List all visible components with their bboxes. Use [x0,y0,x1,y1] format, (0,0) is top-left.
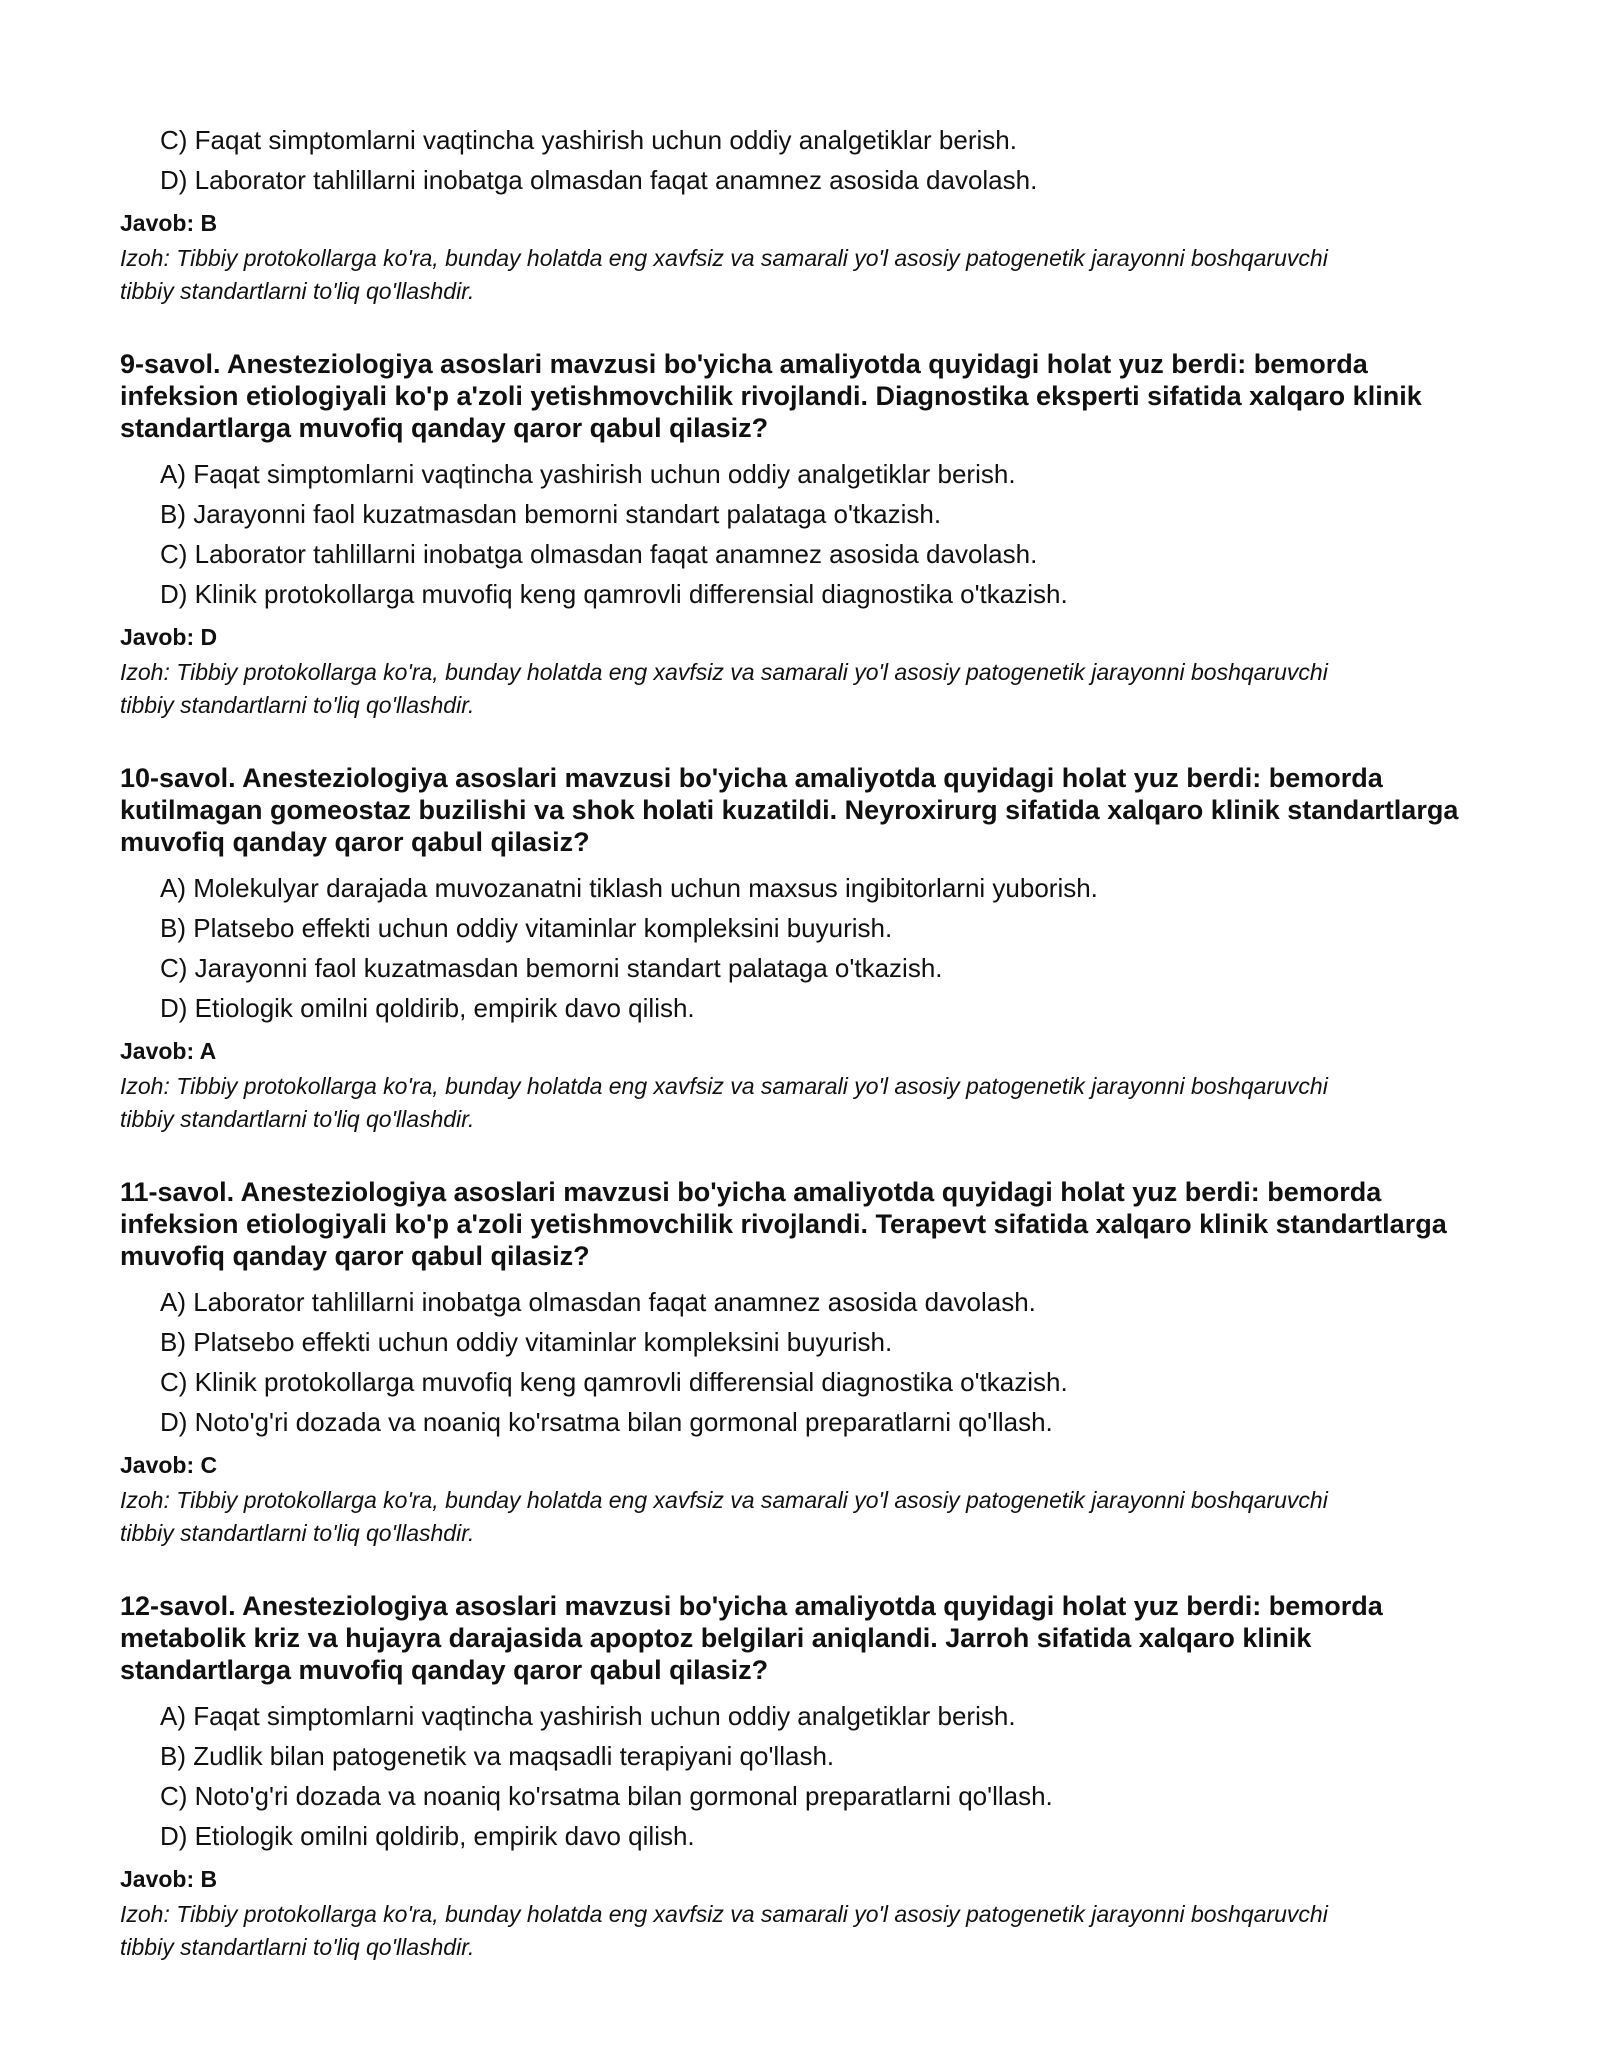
option-d: D) Klinik protokollarga muvofiq keng qamrovli differensial diagnostika o'tkazish. [160,579,1068,609]
continued-question-block [120,120,1480,308]
option-a: A) Faqat simptomlarni vaqtincha yashirish uchun oddiy analgetiklar berish. [160,459,1016,489]
document-page [120,120,1480,1964]
answer-label: Javob: B [120,210,218,236]
explanation-text: Izoh: Tibbiy protokollarga ko'ra, bunday holatda eng xavfsiz va samarali yo'l asosiy patogenetik jarayonni boshqaruvchi tibbiy standartlarni to'liq qo'llashdir. [120,245,1328,304]
option-c: C) Laborator tahlillarni inobatga olmasdan faqat anamnez asosida davolash. [160,539,1038,569]
explanation-text: Izoh: Tibbiy protokollarga ko'ra, bunday holatda eng xavfsiz va samarali yo'l asosiy patogenetik jarayonni boshqaruvchi tibbiy standartlarni to'liq qo'llashdir. [120,1487,1328,1546]
question-block-9 [120,348,1480,722]
option-a: A) Faqat simptomlarni vaqtincha yashirish uchun oddiy analgetiklar berish. [160,1701,1016,1731]
question-text: 10-savol. Anesteziologiya asoslari mavzusi bo'yicha amaliyotda quyidagi holat yuz berdi: bemorda kutilmagan gomeostaz buzilishi va shok holati kuzatildi. Neyroxirurg sifatida xalqaro klinik standartlarga muvofiq qanday qaror qabul qilasiz? [120,763,1459,857]
explanation-text: Izoh: Tibbiy protokollarga ko'ra, bunday holatda eng xavfsiz va samarali yo'l asosiy patogenetik jarayonni boshqaruvchi tibbiy standartlarni to'liq qo'llashdir. [120,659,1328,718]
question-block-10 [120,762,1480,1136]
option-c: C) Faqat simptomlarni vaqtincha yashirish uchun oddiy analgetiklar berish. [160,125,1017,155]
answer-label: Javob: A [120,1038,217,1064]
option-b: B) Platsebo effekti uchun oddiy vitaminlar kompleksini buyurish. [160,913,893,943]
option-d: D) Noto'g'ri dozada va noaniq ko'rsatma bilan gormonal preparatlarni qo'llash. [160,1407,1053,1437]
option-c: C) Jarayonni faol kuzatmasdan bemorni standart palataga o'tkazish. [160,953,943,983]
explanation-text: Izoh: Tibbiy protokollarga ko'ra, bunday holatda eng xavfsiz va samarali yo'l asosiy patogenetik jarayonni boshqaruvchi tibbiy standartlarni to'liq qo'llashdir. [120,1901,1328,1960]
option-d: D) Etiologik omilni qoldirib, empirik davo qilish. [160,1821,695,1851]
option-d: D) Etiologik omilni qoldirib, empirik davo qilish. [160,993,695,1023]
option-b: B) Platsebo effekti uchun oddiy vitaminlar kompleksini buyurish. [160,1327,893,1357]
explanation-text: Izoh: Tibbiy protokollarga ko'ra, bunday holatda eng xavfsiz va samarali yo'l asosiy patogenetik jarayonni boshqaruvchi tibbiy standartlarni to'liq qo'llashdir. [120,1073,1328,1132]
question-block-12 [120,1590,1480,1964]
option-c: C) Noto'g'ri dozada va noaniq ko'rsatma bilan gormonal preparatlarni qo'llash. [160,1781,1053,1811]
question-text: 12-savol. Anesteziologiya asoslari mavzusi bo'yicha amaliyotda quyidagi holat yuz berdi: bemorda metabolik kriz va hujayra darajasida apoptoz belgilari aniqlandi. Jarroh sifatida xalqaro klinik standartlarga muvofiq qanday qaror qabul qilasiz? [120,1591,1383,1685]
option-d: D) Laborator tahlillarni inobatga olmasdan faqat anamnez asosida davolash. [160,165,1038,195]
option-b: B) Jarayonni faol kuzatmasdan bemorni standart palataga o'tkazish. [160,499,942,529]
question-text: 9-savol. Anesteziologiya asoslari mavzusi bo'yicha amaliyotda quyidagi holat yuz berdi: bemorda infeksion etiologiyali ko'p a'zoli yetishmovchilik rivojlandi. Diagnostika eksperti sifatida xalqaro klinik standartlarga muvofiq qanday qaror qabul qilasiz? [120,349,1422,443]
answer-label: Javob: B [120,1866,218,1892]
answer-label: Javob: C [120,1452,218,1478]
question-text: 11-savol. Anesteziologiya asoslari mavzusi bo'yicha amaliyotda quyidagi holat yuz berdi: bemorda infeksion etiologiyali ko'p a'zoli yetishmovchilik rivojlandi. Terapevt sifatida xalqaro klinik standartlarga muvofiq qanday qaror qabul qilasiz? [120,1177,1447,1271]
option-b: B) Zudlik bilan patogenetik va maqsadli terapiyani qo'llash. [160,1741,835,1771]
option-c: C) Klinik protokollarga muvofiq keng qamrovli differensial diagnostika o'tkazish. [160,1367,1068,1397]
option-a: A) Molekulyar darajada muvozanatni tiklash uchun maxsus ingibitorlarni yuborish. [160,873,1098,903]
question-block-11 [120,1176,1480,1550]
answer-label: Javob: D [120,624,218,650]
option-a: A) Laborator tahlillarni inobatga olmasdan faqat anamnez asosida davolash. [160,1287,1036,1317]
